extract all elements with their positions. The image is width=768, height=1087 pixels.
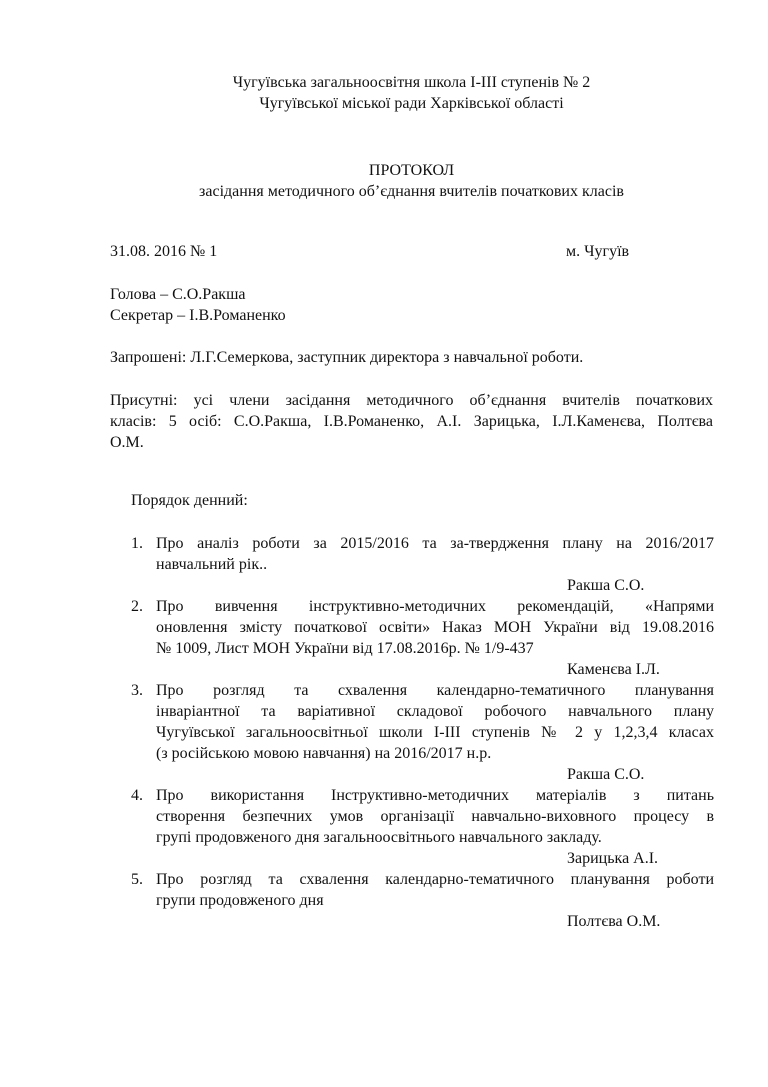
agenda-item-responsible: Зарицька А.І. <box>567 850 659 867</box>
agenda-item-line: Чугуївської загальноосвітньої школи І-ІІІ ступенів № 2 у 1,2,3,4 класах <box>156 724 714 741</box>
agenda-item-line: Про використання Інструктивно-методичних матеріалів з питань <box>156 787 714 804</box>
agenda-item-number: 2. <box>131 598 143 615</box>
agenda-item-number: 5. <box>131 871 143 888</box>
secretary: Секретар – І.В.Романенко <box>110 307 286 324</box>
agenda-item-line: оновлення змісту початкової освіти» Наказ МОН України від 19.08.2016 <box>156 619 714 636</box>
present-line: О.М. <box>110 434 144 451</box>
agenda-item-responsible: Ракша С.О. <box>567 577 645 594</box>
agenda-item-line: групи продовженого дня <box>156 892 324 909</box>
school-name-line1: Чугуївська загальноосвітня школа І-ІІІ ступенів № 2 <box>232 74 591 91</box>
agenda-item-line: Про розгляд та схвалення календарно-тематичного планування <box>156 682 714 699</box>
agenda-item-line: Про розгляд та схвалення календарно-тематичного планування роботи <box>156 871 714 888</box>
agenda-item-line: навчальний рік.. <box>156 556 268 573</box>
document-subtitle: засідання методичного об’єднання вчителів початкових класів <box>199 183 624 200</box>
agenda-item-number: 4. <box>131 787 143 804</box>
agenda-title: Порядок денний: <box>131 492 248 509</box>
document-title: ПРОТОКОЛ <box>368 162 455 179</box>
agenda-item-text <box>156 533 714 575</box>
agenda-item-line: створення безпечних умов організації навчально-виховного процесу в <box>156 808 714 825</box>
present-line: класів: 5 осіб: С.О.Ракша, І.В.Романенко, А.І. Зарицька, І.Л.Каменєва, Полтєва <box>110 413 713 430</box>
agenda-item-line: інваріантної та варіативної складової робочого навчального плану <box>156 703 714 720</box>
agenda-item-text <box>156 680 714 764</box>
agenda-item-text <box>156 785 714 848</box>
present-line: Присутні: усі члени засідання методичного об’єднання вчителів початкових <box>110 392 713 409</box>
agenda-item-number: 3. <box>131 682 143 699</box>
agenda-item-line: групі продовженого дня загальноосвітнього навчального закладу. <box>156 829 602 846</box>
invited: Запрошені: Л.Г.Семеркова, заступник директора з навчальної роботи. <box>110 349 584 366</box>
school-name-line2: Чугуївської міської ради Харківської області <box>259 95 564 112</box>
agenda-item-responsible: Ракша С.О. <box>567 766 645 783</box>
agenda-item-text <box>156 869 714 911</box>
present-paragraph <box>110 390 713 453</box>
agenda-item-line: Про вивчення інструктивно-методичних рекомендацій, «Напрями <box>156 598 714 615</box>
chair: Голова – С.О.Ракша <box>110 286 246 303</box>
agenda-item-responsible: Каменєва І.Л. <box>567 661 660 678</box>
place: м. Чугуїв <box>566 243 630 260</box>
date-number: 31.08. 2016 № 1 <box>110 243 218 260</box>
agenda-item-number: 1. <box>131 535 143 552</box>
agenda-item-line: (з російською мовою навчання) на 2016/2017 н.р. <box>156 745 492 762</box>
agenda-item-text <box>156 596 714 659</box>
agenda-item-line: № 1009, Лист МОН України від 17.08.2016р. № 1/9-437 <box>156 640 534 657</box>
agenda-item-responsible: Полтєва О.М. <box>567 913 661 930</box>
agenda-item-line: Про аналіз роботи за 2015/2016 та за-твердження плану на 2016/2017 <box>156 535 714 552</box>
